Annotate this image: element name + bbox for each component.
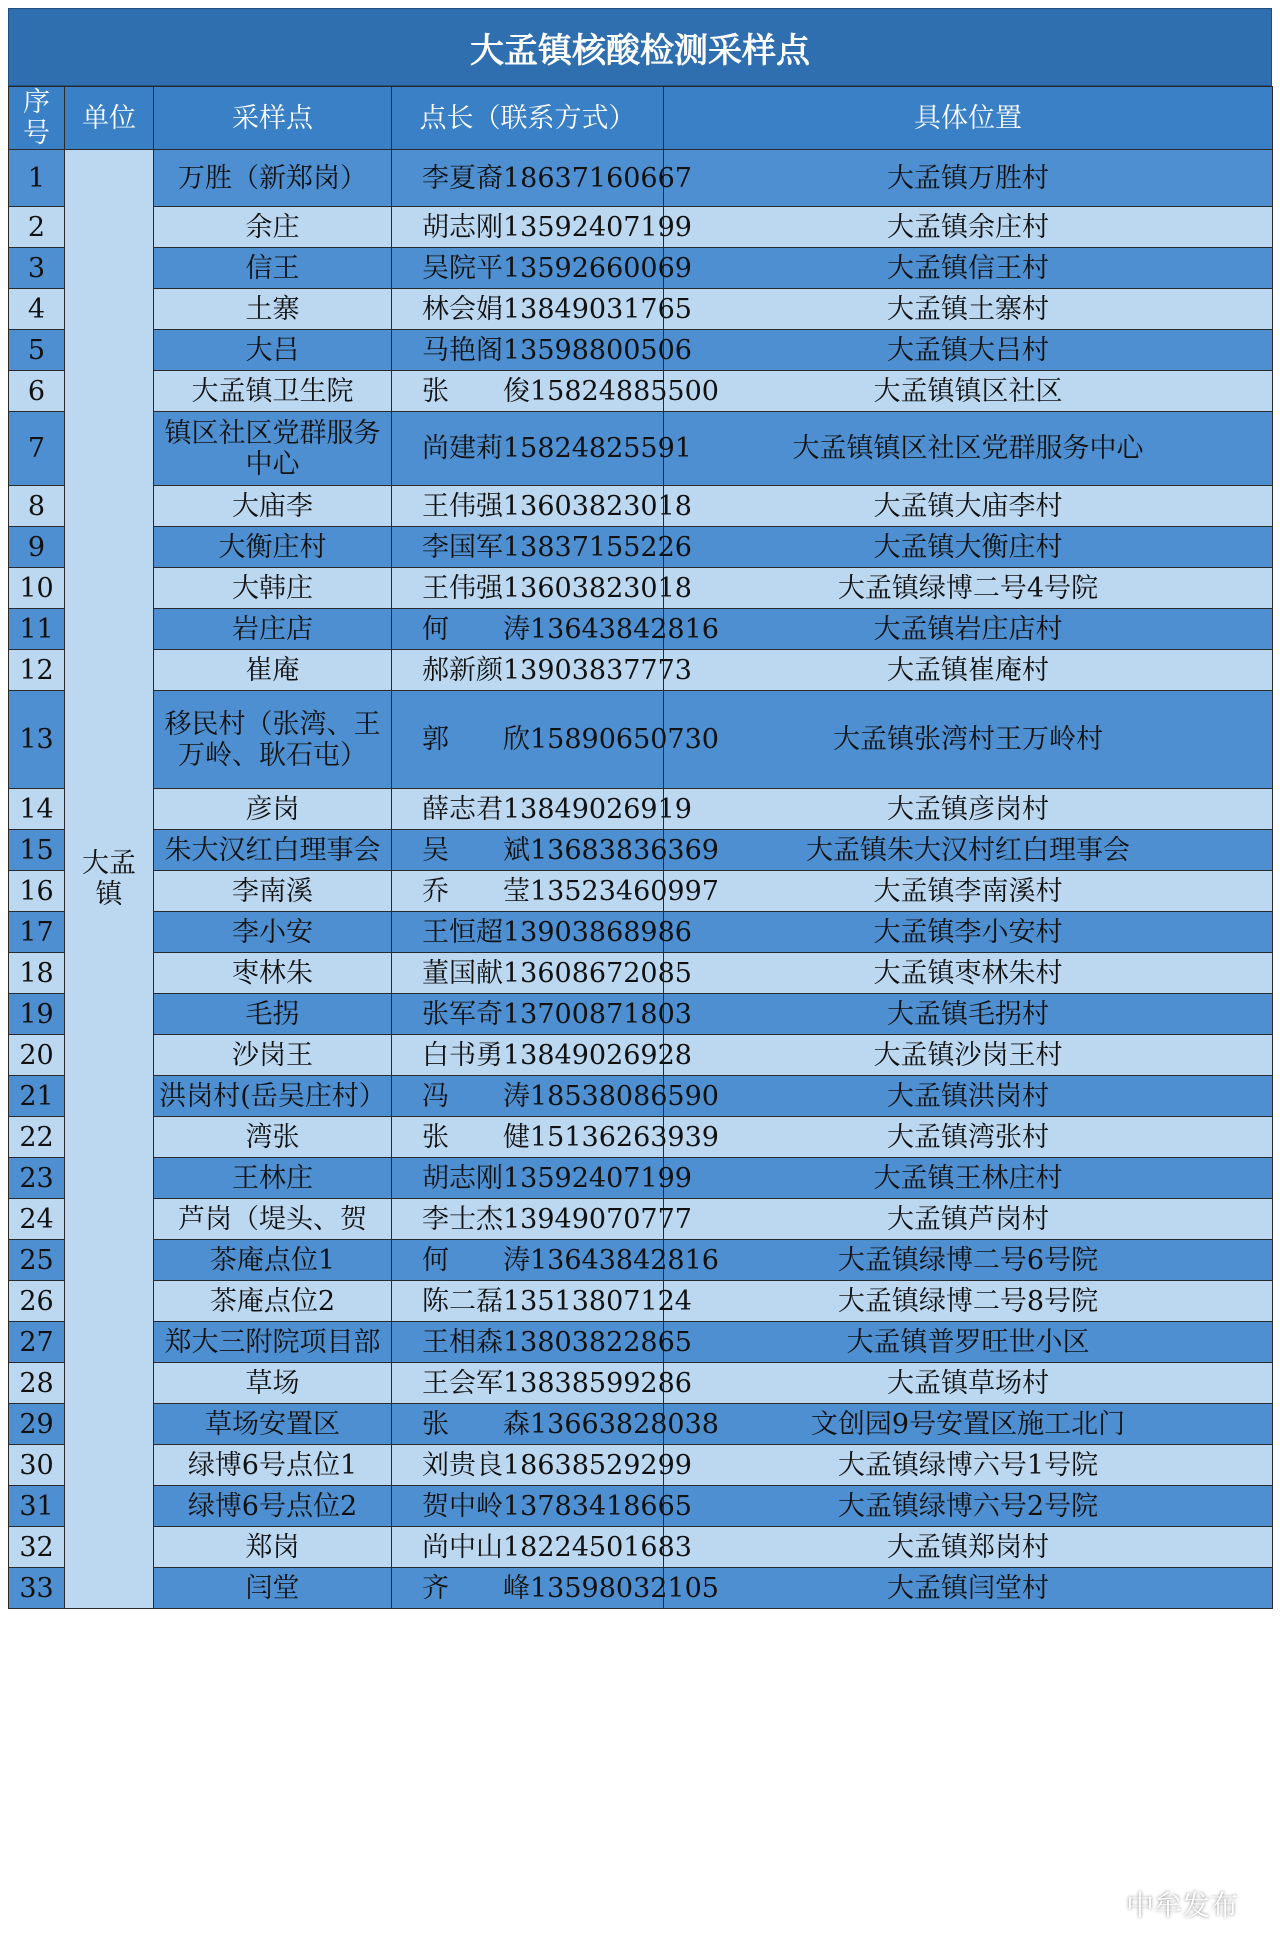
site-location: 大孟镇绿博二号6号院	[664, 1240, 1273, 1281]
site-name: 余庄	[154, 207, 392, 248]
site-location: 大孟镇彦岗村	[664, 789, 1273, 830]
site-location: 大孟镇草场村	[664, 1363, 1273, 1404]
table-row	[9, 1486, 1273, 1527]
site-name: 湾张	[154, 1117, 392, 1158]
watermark	[1078, 1884, 1238, 1924]
site-name: 郑岗	[154, 1527, 392, 1568]
row-number: 8	[9, 486, 65, 527]
site-location: 大孟镇王林庄村	[664, 1158, 1273, 1199]
row-number: 32	[9, 1527, 65, 1568]
site-name: 移民村（张湾、王万岭、耿石屯）	[154, 691, 392, 789]
site-location: 大孟镇洪岗村	[664, 1076, 1273, 1117]
row-number: 5	[9, 330, 65, 371]
site-leader-contact: 王伟强13603823018	[392, 486, 664, 527]
row-number: 6	[9, 371, 65, 412]
site-leader-contact: 刘贵良18638529299	[392, 1445, 664, 1486]
site-name: 万胜（新郑岗）	[154, 150, 392, 207]
row-number: 23	[9, 1158, 65, 1199]
row-number: 30	[9, 1445, 65, 1486]
site-leader-contact: 乔 莹13523460997	[392, 871, 664, 912]
row-number: 15	[9, 830, 65, 871]
site-name: 崔庵	[154, 650, 392, 691]
site-name: 大庙李	[154, 486, 392, 527]
site-location: 大孟镇大庙李村	[664, 486, 1273, 527]
row-number: 2	[9, 207, 65, 248]
row-number: 18	[9, 953, 65, 994]
site-name: 大韩庄	[154, 568, 392, 609]
site-leader-contact: 胡志刚13592407199	[392, 207, 664, 248]
table-row	[9, 1117, 1273, 1158]
unit-cell: 大孟镇	[65, 150, 154, 1609]
table-row	[9, 1240, 1273, 1281]
site-leader-contact: 陈二磊13513807124	[392, 1281, 664, 1322]
site-name: 大吕	[154, 330, 392, 371]
site-location: 大孟镇毛拐村	[664, 994, 1273, 1035]
row-number: 14	[9, 789, 65, 830]
table-row	[9, 289, 1273, 330]
site-location: 大孟镇绿博六号2号院	[664, 1486, 1273, 1527]
site-leader-contact: 尚中山18224501683	[392, 1527, 664, 1568]
site-leader-contact: 王相森13803822865	[392, 1322, 664, 1363]
table-row	[9, 609, 1273, 650]
site-location: 大孟镇枣林朱村	[664, 953, 1273, 994]
row-number: 16	[9, 871, 65, 912]
site-location: 大孟镇绿博六号1号院	[664, 1445, 1273, 1486]
site-name: 芦岗（堤头、贺	[154, 1199, 392, 1240]
row-number: 20	[9, 1035, 65, 1076]
table-row	[9, 412, 1273, 486]
row-number: 3	[9, 248, 65, 289]
table-row	[9, 912, 1273, 953]
row-number: 29	[9, 1404, 65, 1445]
row-number: 28	[9, 1363, 65, 1404]
site-name: 沙岗王	[154, 1035, 392, 1076]
table-row	[9, 953, 1273, 994]
site-name: 闫堂	[154, 1568, 392, 1609]
site-leader-contact: 何 涛13643842816	[392, 609, 664, 650]
watermark-text: 中牟发布	[1125, 1889, 1238, 1922]
site-name: 绿博6号点位2	[154, 1486, 392, 1527]
table-row	[9, 1404, 1273, 1445]
header-row	[9, 87, 1273, 150]
site-location: 大孟镇余庄村	[664, 207, 1273, 248]
site-name: 王林庄	[154, 1158, 392, 1199]
site-leader-contact: 冯 涛18538086590	[392, 1076, 664, 1117]
row-number: 9	[9, 527, 65, 568]
site-name: 绿博6号点位1	[154, 1445, 392, 1486]
table-row	[9, 150, 1273, 207]
site-leader-contact: 李国军13837155226	[392, 527, 664, 568]
site-name: 茶庵点位1	[154, 1240, 392, 1281]
row-number: 7	[9, 412, 65, 486]
site-name: 草场安置区	[154, 1404, 392, 1445]
site-name: 枣林朱	[154, 953, 392, 994]
site-leader-contact: 林会娟13849031765	[392, 289, 664, 330]
site-leader-contact: 薛志君13849026919	[392, 789, 664, 830]
page-title: 大孟镇核酸检测采样点	[8, 8, 1272, 86]
site-leader-contact: 何 涛13643842816	[392, 1240, 664, 1281]
table-row	[9, 371, 1273, 412]
table-row	[9, 789, 1273, 830]
site-location: 文创园9号安置区施工北门	[664, 1404, 1273, 1445]
site-leader-contact: 王伟强13603823018	[392, 568, 664, 609]
site-leader-contact: 吴 斌13683836369	[392, 830, 664, 871]
row-number: 10	[9, 568, 65, 609]
site-location: 大孟镇绿博二号4号院	[664, 568, 1273, 609]
site-leader-contact: 白书勇13849026928	[392, 1035, 664, 1076]
header-contact: 点长（联系方式）	[392, 87, 664, 150]
site-location: 大孟镇土寨村	[664, 289, 1273, 330]
table-row	[9, 568, 1273, 609]
site-leader-contact: 张 俊15824885500	[392, 371, 664, 412]
site-location: 大孟镇岩庄店村	[664, 609, 1273, 650]
site-leader-contact: 贺中岭13783418665	[392, 1486, 664, 1527]
row-number: 19	[9, 994, 65, 1035]
site-leader-contact: 尚建莉15824825591	[392, 412, 664, 486]
table-row	[9, 486, 1273, 527]
site-location: 大孟镇湾张村	[664, 1117, 1273, 1158]
site-location: 大孟镇李南溪村	[664, 871, 1273, 912]
site-name: 李南溪	[154, 871, 392, 912]
site-location: 大孟镇闫堂村	[664, 1568, 1273, 1609]
site-location: 大孟镇镇区社区	[664, 371, 1273, 412]
row-number: 1	[9, 150, 65, 207]
site-name: 信王	[154, 248, 392, 289]
table-row	[9, 1363, 1273, 1404]
site-leader-contact: 胡志刚13592407199	[392, 1158, 664, 1199]
row-number: 22	[9, 1117, 65, 1158]
site-location: 大孟镇郑岗村	[664, 1527, 1273, 1568]
table-row	[9, 650, 1273, 691]
site-location: 大孟镇信王村	[664, 248, 1273, 289]
site-leader-contact: 李士杰13949070777	[392, 1199, 664, 1240]
site-name: 郑大三附院项目部	[154, 1322, 392, 1363]
site-name: 洪岗村(岳吴庄村）	[154, 1076, 392, 1117]
table-row	[9, 1445, 1273, 1486]
site-location: 大孟镇绿博二号8号院	[664, 1281, 1273, 1322]
wechat-icon	[1078, 1887, 1118, 1921]
site-leader-contact: 吴院平13592660069	[392, 248, 664, 289]
row-number: 12	[9, 650, 65, 691]
table-row	[9, 1322, 1273, 1363]
table-row	[9, 830, 1273, 871]
sites-table-body	[9, 150, 1273, 1609]
site-name: 土寨	[154, 289, 392, 330]
site-name: 茶庵点位2	[154, 1281, 392, 1322]
site-leader-contact: 张 健15136263939	[392, 1117, 664, 1158]
table-row	[9, 994, 1273, 1035]
site-leader-contact: 张 森13663828038	[392, 1404, 664, 1445]
row-number: 24	[9, 1199, 65, 1240]
site-location: 大孟镇朱大汉村红白理事会	[664, 830, 1273, 871]
site-name: 大孟镇卫生院	[154, 371, 392, 412]
site-leader-contact: 郝新颜13903837773	[392, 650, 664, 691]
table-row	[9, 527, 1273, 568]
row-number: 4	[9, 289, 65, 330]
header-no: 序号	[9, 87, 65, 150]
site-location: 大孟镇普罗旺世小区	[664, 1322, 1273, 1363]
row-number: 27	[9, 1322, 65, 1363]
site-name: 朱大汉红白理事会	[154, 830, 392, 871]
site-name: 镇区社区党群服务中心	[154, 412, 392, 486]
site-leader-contact: 张军奇13700871803	[392, 994, 664, 1035]
site-name: 草场	[154, 1363, 392, 1404]
site-name: 岩庄店	[154, 609, 392, 650]
sampling-sites-sheet	[8, 8, 1272, 1942]
site-location: 大孟镇大衡庄村	[664, 527, 1273, 568]
site-leader-contact: 郭 欣15890650730	[392, 691, 664, 789]
table-row	[9, 1199, 1273, 1240]
site-name: 毛拐	[154, 994, 392, 1035]
site-location: 大孟镇李小安村	[664, 912, 1273, 953]
table-row	[9, 1158, 1273, 1199]
header-site: 采样点	[154, 87, 392, 150]
table-row	[9, 871, 1273, 912]
row-number: 33	[9, 1568, 65, 1609]
site-leader-contact: 王恒超13903868986	[392, 912, 664, 953]
site-leader-contact: 马艳阁13598800506	[392, 330, 664, 371]
site-leader-contact: 王会军13838599286	[392, 1363, 664, 1404]
site-location: 大孟镇芦岗村	[664, 1199, 1273, 1240]
row-number: 17	[9, 912, 65, 953]
header-unit: 单位	[65, 87, 154, 150]
table-row	[9, 1076, 1273, 1117]
table-row	[9, 691, 1273, 789]
table-row	[9, 207, 1273, 248]
site-location: 大孟镇崔庵村	[664, 650, 1273, 691]
site-location: 大孟镇沙岗王村	[664, 1035, 1273, 1076]
row-number: 21	[9, 1076, 65, 1117]
row-number: 26	[9, 1281, 65, 1322]
row-number: 13	[9, 691, 65, 789]
site-name: 彦岗	[154, 789, 392, 830]
site-location: 大孟镇镇区社区党群服务中心	[664, 412, 1273, 486]
row-number: 11	[9, 609, 65, 650]
site-name: 大衡庄村	[154, 527, 392, 568]
table-row	[9, 1527, 1273, 1568]
site-leader-contact: 董国献13608672085	[392, 953, 664, 994]
site-name: 李小安	[154, 912, 392, 953]
table-row	[9, 330, 1273, 371]
sites-table	[8, 86, 1273, 1609]
header-location: 具体位置	[664, 87, 1273, 150]
site-leader-contact: 李夏裔18637160667	[392, 150, 664, 207]
row-number: 25	[9, 1240, 65, 1281]
row-number: 31	[9, 1486, 65, 1527]
table-row	[9, 1035, 1273, 1076]
site-location: 大孟镇张湾村王万岭村	[664, 691, 1273, 789]
site-location: 大孟镇万胜村	[664, 150, 1273, 207]
site-leader-contact: 齐 峰13598032105	[392, 1568, 664, 1609]
table-row	[9, 1281, 1273, 1322]
table-row	[9, 1568, 1273, 1609]
site-location: 大孟镇大吕村	[664, 330, 1273, 371]
table-row	[9, 248, 1273, 289]
